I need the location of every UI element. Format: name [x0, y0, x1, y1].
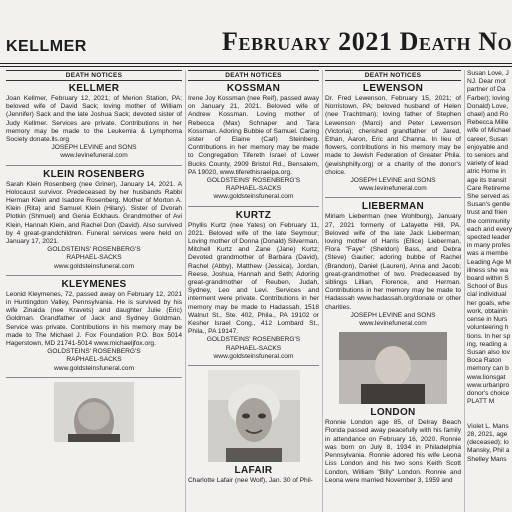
obituary-name: LIEBERMAN — [361, 201, 425, 213]
obituary-kossman — [188, 83, 319, 202]
obituary-text-line: Susan Love, J — [467, 70, 509, 77]
obituary-text-line: Susan also lov — [467, 348, 510, 356]
obituary-text-line: atric Home in — [467, 168, 506, 176]
obituary-text-line: career, Susan — [467, 135, 508, 143]
funeral-home: GOLDSTEINS' ROSENBERG'S — [206, 177, 301, 185]
obituary-name: KLEYMENES — [61, 278, 127, 290]
obituary-text-line: wife of Michael — [467, 127, 511, 135]
obituary-text-line: Care Retireme — [467, 184, 510, 192]
obituary-text-line: Susan's gentle — [467, 201, 511, 209]
obituary-kurtz — [188, 210, 319, 361]
obituary-text-line: cial individual — [467, 291, 507, 299]
obituary-name: KELLMER — [68, 83, 120, 94]
obituary-text-line: trust and frien — [467, 209, 508, 217]
funeral-home: JOSEPH LEVINE and SONS — [350, 311, 436, 319]
funeral-home-website[interactable]: www.levinefuneral.com — [359, 185, 427, 193]
funeral-home: GOLDSTEINS' ROSENBERG'S — [47, 246, 141, 254]
funeral-home: JOSEPH LEVINE and SONS — [350, 177, 436, 185]
divider — [6, 275, 182, 276]
divider — [325, 197, 461, 198]
obituary-text-line: cense in Nurs — [467, 316, 508, 324]
portrait-photo-london — [339, 332, 447, 404]
obituary-text-line: spected leader — [467, 234, 511, 242]
obituary-text-line: ing, reading a — [467, 340, 507, 348]
obituary-text-line: illness she wa — [467, 266, 509, 274]
divider — [188, 206, 319, 207]
obituary-name: LONDON — [370, 407, 416, 419]
funeral-home-website[interactable]: www.goldsteinsfuneral.com — [213, 352, 294, 360]
obituary-text-line: volunteering h — [467, 324, 509, 332]
running-head: KELLMER — [6, 38, 87, 55]
obituary-text-line: her goals, whe — [467, 299, 510, 307]
obituary-text: Ronnie London age 85, of Delray Beach Florida passed away peacefully with his family in attendance on February 16, 2020. Ronnie was born on July 8, 1934 in Philadelphia Pennsylvania. Ronnie adored his wife Leona Liss London and his two sons Keith Scott London, William "Billy" London. Ronnie and Leona were married November 3, 1959 and — [325, 419, 461, 484]
divider — [6, 165, 182, 166]
funeral-home-website[interactable]: www.goldsteinsfuneral.com — [213, 193, 294, 201]
obituary-text-line: www.lionsgat — [467, 373, 506, 381]
section-banner: DEATH NOTICES — [325, 70, 461, 81]
obituary-text-line: Donald) Love, — [467, 102, 509, 110]
funeral-home-website[interactable]: www.levinefuneral.com — [359, 320, 427, 328]
obituary-text: Dr. Fred Lewenson, February 15, 2021; of Norristown, PA; beloved husband of Helen (nee Trachtman); loving father of Stephen Lewenson (Marci) and Peter Lewenson (Victoria); cherished grandfather of Jared, Ethan, Aaron, Eric and Channa. In lieu of flowers, contributions in his memory may be made to Jewish Federation of Greater Phila. (jewishphilly.org) or a charity of the donor's choice. — [325, 95, 461, 176]
obituary-text: Sarah Klein Rosenberg (nee Griner), January 14, 2021. A Holocaust survivor. Predeceased by her husbands Rabbi Herman Klein and Isadore Rosenberg. Mother of Morton A. Klein (Rita) and Samuel Klein (Hilary). Sister of Dvorah Plotkin (Shmuel) and Genia Eckhaus. Grandmother of Avi Klein, Hannah Klein, and Rachel Don (David). Also survived by 4 great-grandchildren. Funeral services were held on January 17, 2021. — [6, 180, 182, 246]
column-2 — [188, 70, 319, 512]
obituary-text-line: Shelley Mans — [467, 455, 507, 463]
obituary-text-line: board within S — [467, 275, 509, 283]
obituary-name: LAFAIR — [234, 465, 273, 477]
obituary-text-line: She served as — [467, 193, 510, 201]
obituary-text-line: Farber); loving — [467, 94, 510, 102]
obituary-text-line — [467, 415, 512, 423]
divider — [188, 365, 319, 366]
obituary-text-line: Rebecca Mille — [467, 119, 509, 127]
obituary-lieberman — [325, 201, 461, 328]
obituary-text-line: Leading Age M — [467, 258, 511, 266]
column-4-cropped — [467, 70, 512, 512]
obituary-text-line: NJ. Dear mot — [467, 78, 506, 86]
obituary-text: Charlotte Lafair (nee Wolf), Jan. 30 of Phil- — [188, 477, 313, 485]
obituary-name: KOSSMAN — [226, 83, 281, 94]
obituary-text-line: each and every — [467, 225, 512, 233]
obituary-text-line: donor's choice — [467, 389, 510, 397]
obituary-text: Leonid Kleymenes, 72, passed away on February 12, 2021 in Huntingdon Valley, Pennsylvania. He is survived by his wife Zinaida (nee Kravets) and daughter Julie (Eric) Goldman. Grandfather of Jack and Sydney Goldman. Service was private. Contributions in his memory may be made to The Michael J. Fox Foundation P.O. Box 5014 Hagerstown, MD 21741-5014 www.michaeljfox.org. — [6, 290, 182, 348]
obituary-text-line: in many profes — [467, 242, 511, 250]
column-rule — [322, 70, 323, 512]
obituary-text: Irene Joy Kossman (nee Reif), passed away on January 21, 2021. Beloved wife of Andrew Kossman. Loving mother of Rebecca (Max) Schnaper and Tara Kossman. Adoring Bubbie of Samuel. Caring sister of Elaine (Carl) Steinberg. Contributions in her memory may be made to Congregation Tifereth Israel of Lower Bucks County, 2909 Bristol Rd., Bensalem, PA 19020, www.tiferethisraelpa.org. — [188, 95, 319, 176]
obituary-text-line: work, obtainin — [467, 307, 508, 315]
page-title: February 2021 Death No — [222, 27, 512, 56]
obituary-text-line: was a membe — [467, 250, 509, 258]
funeral-home-website[interactable]: www.goldsteinsfuneral.com — [54, 364, 134, 372]
obituary-text-line: 28, 2021, age — [467, 430, 508, 438]
funeral-home-website[interactable]: www.levinefuneral.com — [60, 152, 128, 160]
funeral-home: RAPHAEL-SACKS — [66, 356, 122, 364]
section-banner: DEATH NOTICES — [6, 70, 182, 81]
column-1 — [6, 70, 182, 512]
obituary-text-line: www.urbanpro — [467, 381, 510, 389]
portrait-photo-lafair — [208, 370, 300, 462]
obituary-text-line: the community — [467, 217, 510, 225]
column-rule — [185, 70, 186, 512]
obituary-text-line: enjoyable and — [467, 143, 509, 151]
obituary-kleymenes — [6, 279, 182, 373]
funeral-home: RAPHAEL-SACKS — [66, 254, 122, 262]
top-rule-secondary — [0, 66, 512, 67]
obituary-name: KLEIN ROSENBERG — [43, 168, 145, 180]
obituary-text-line: Boca Raton — [467, 357, 502, 365]
obituary-text-line: variety of lead — [467, 160, 509, 168]
obituary-text-line: partner of Da — [467, 86, 506, 94]
column-3 — [325, 70, 461, 512]
obituary-name: LEWENSON — [362, 83, 424, 94]
obituary-text-line: to seniors and — [467, 152, 509, 160]
funeral-home: RAPHAEL-SACKS — [225, 344, 282, 352]
obituary-text-line: Violet L. Mans — [467, 422, 509, 430]
obituary-name: KURTZ — [235, 209, 272, 221]
obituary-kellmer — [6, 83, 182, 161]
funeral-home: GOLDSTEINS' ROSENBERG'S — [206, 336, 301, 344]
divider — [6, 377, 182, 378]
funeral-home: RAPHAEL-SACKS — [225, 185, 282, 193]
top-rule — [0, 63, 512, 64]
obituary-text-line: School of Bus — [467, 283, 508, 291]
funeral-home-website[interactable]: www.goldsteinsfuneral.com — [54, 262, 134, 270]
funeral-home: JOSEPH LEVINE and SONS — [51, 144, 137, 152]
section-banner: DEATH NOTICES — [188, 70, 319, 81]
funeral-home: GOLDSTEINS' ROSENBERG'S — [47, 348, 141, 356]
obituary-text-line: memory can b — [467, 365, 509, 373]
obituary-text-line: age its transit — [467, 176, 507, 184]
obituary-text-line: Mansky, Phil a — [467, 447, 510, 455]
portrait-photo-kleymenes — [54, 382, 134, 442]
obituary-text: Phyllis Kurtz (nee Yates) on February 11, 2021. Beloved wife of the late Seymour; Loving mother of Donna (Donald) Silverman, Mitchell Kurtz and Zane (Jane) Kurtz; Devoted grandmother of Barbara (David), Rachel (Abby), Matthew (Jessica), Jordan, Reese, Joshua, Hannah and Seth; Adoring great-grandmother of Reuben, Judah, Sydney, Leo and Levi. Services and interment were private. Contributions in her memory may be made to Hadassah, 1518 Walnut St., Ste. 402, Phila., PA 19102 or Kesher Israel Cong., 412 Lombard St., Phila., PA 19147. — [188, 221, 319, 336]
obituary-text-line: PLATT M — [467, 398, 495, 406]
obituary-text: Joan Kellmer, February 12, 2021; of Merion Station, PA; beloved wife of David Sack; loving mother of William (Jennifer) Sack and the late Joshua Sack; devoted sister of Judy Kellmer. Services are private. Contributions in her memory may be made to the Leukemia & Lymphoma Society donate.lls.org — [6, 95, 182, 144]
obituary-text-line: chael) and Ro — [467, 111, 509, 119]
obituary-text-line — [467, 406, 512, 414]
obituary-text-line: tions. In her sp — [467, 332, 511, 340]
obituary-lewenson — [325, 83, 461, 193]
obituary-klein-rosenberg — [6, 169, 182, 271]
column-rule — [464, 70, 465, 512]
obituary-text: Miriam Lieberman (nee Wohlburg), January 27, 2021 formerly of Lafayette Hill, PA. Beloved wife of the late Jack Lieberman; loving mother of Harris (Ellice) Lieberman, Flora "Faye" (Sheldon) Bass, and Debra (Steve) Gautier; adoring bubbe of Rachel (Brandon), Daniel (Lauren), Anna and Jacob; great-grandmother of two. Predeceased by siblings Lillian, Florence, and Herman. Contributions in her memory may be made to Hadassah www.hadassah.org/donate or other charities. — [325, 213, 461, 311]
obituary-text-line: (deceased); lo — [467, 439, 509, 447]
